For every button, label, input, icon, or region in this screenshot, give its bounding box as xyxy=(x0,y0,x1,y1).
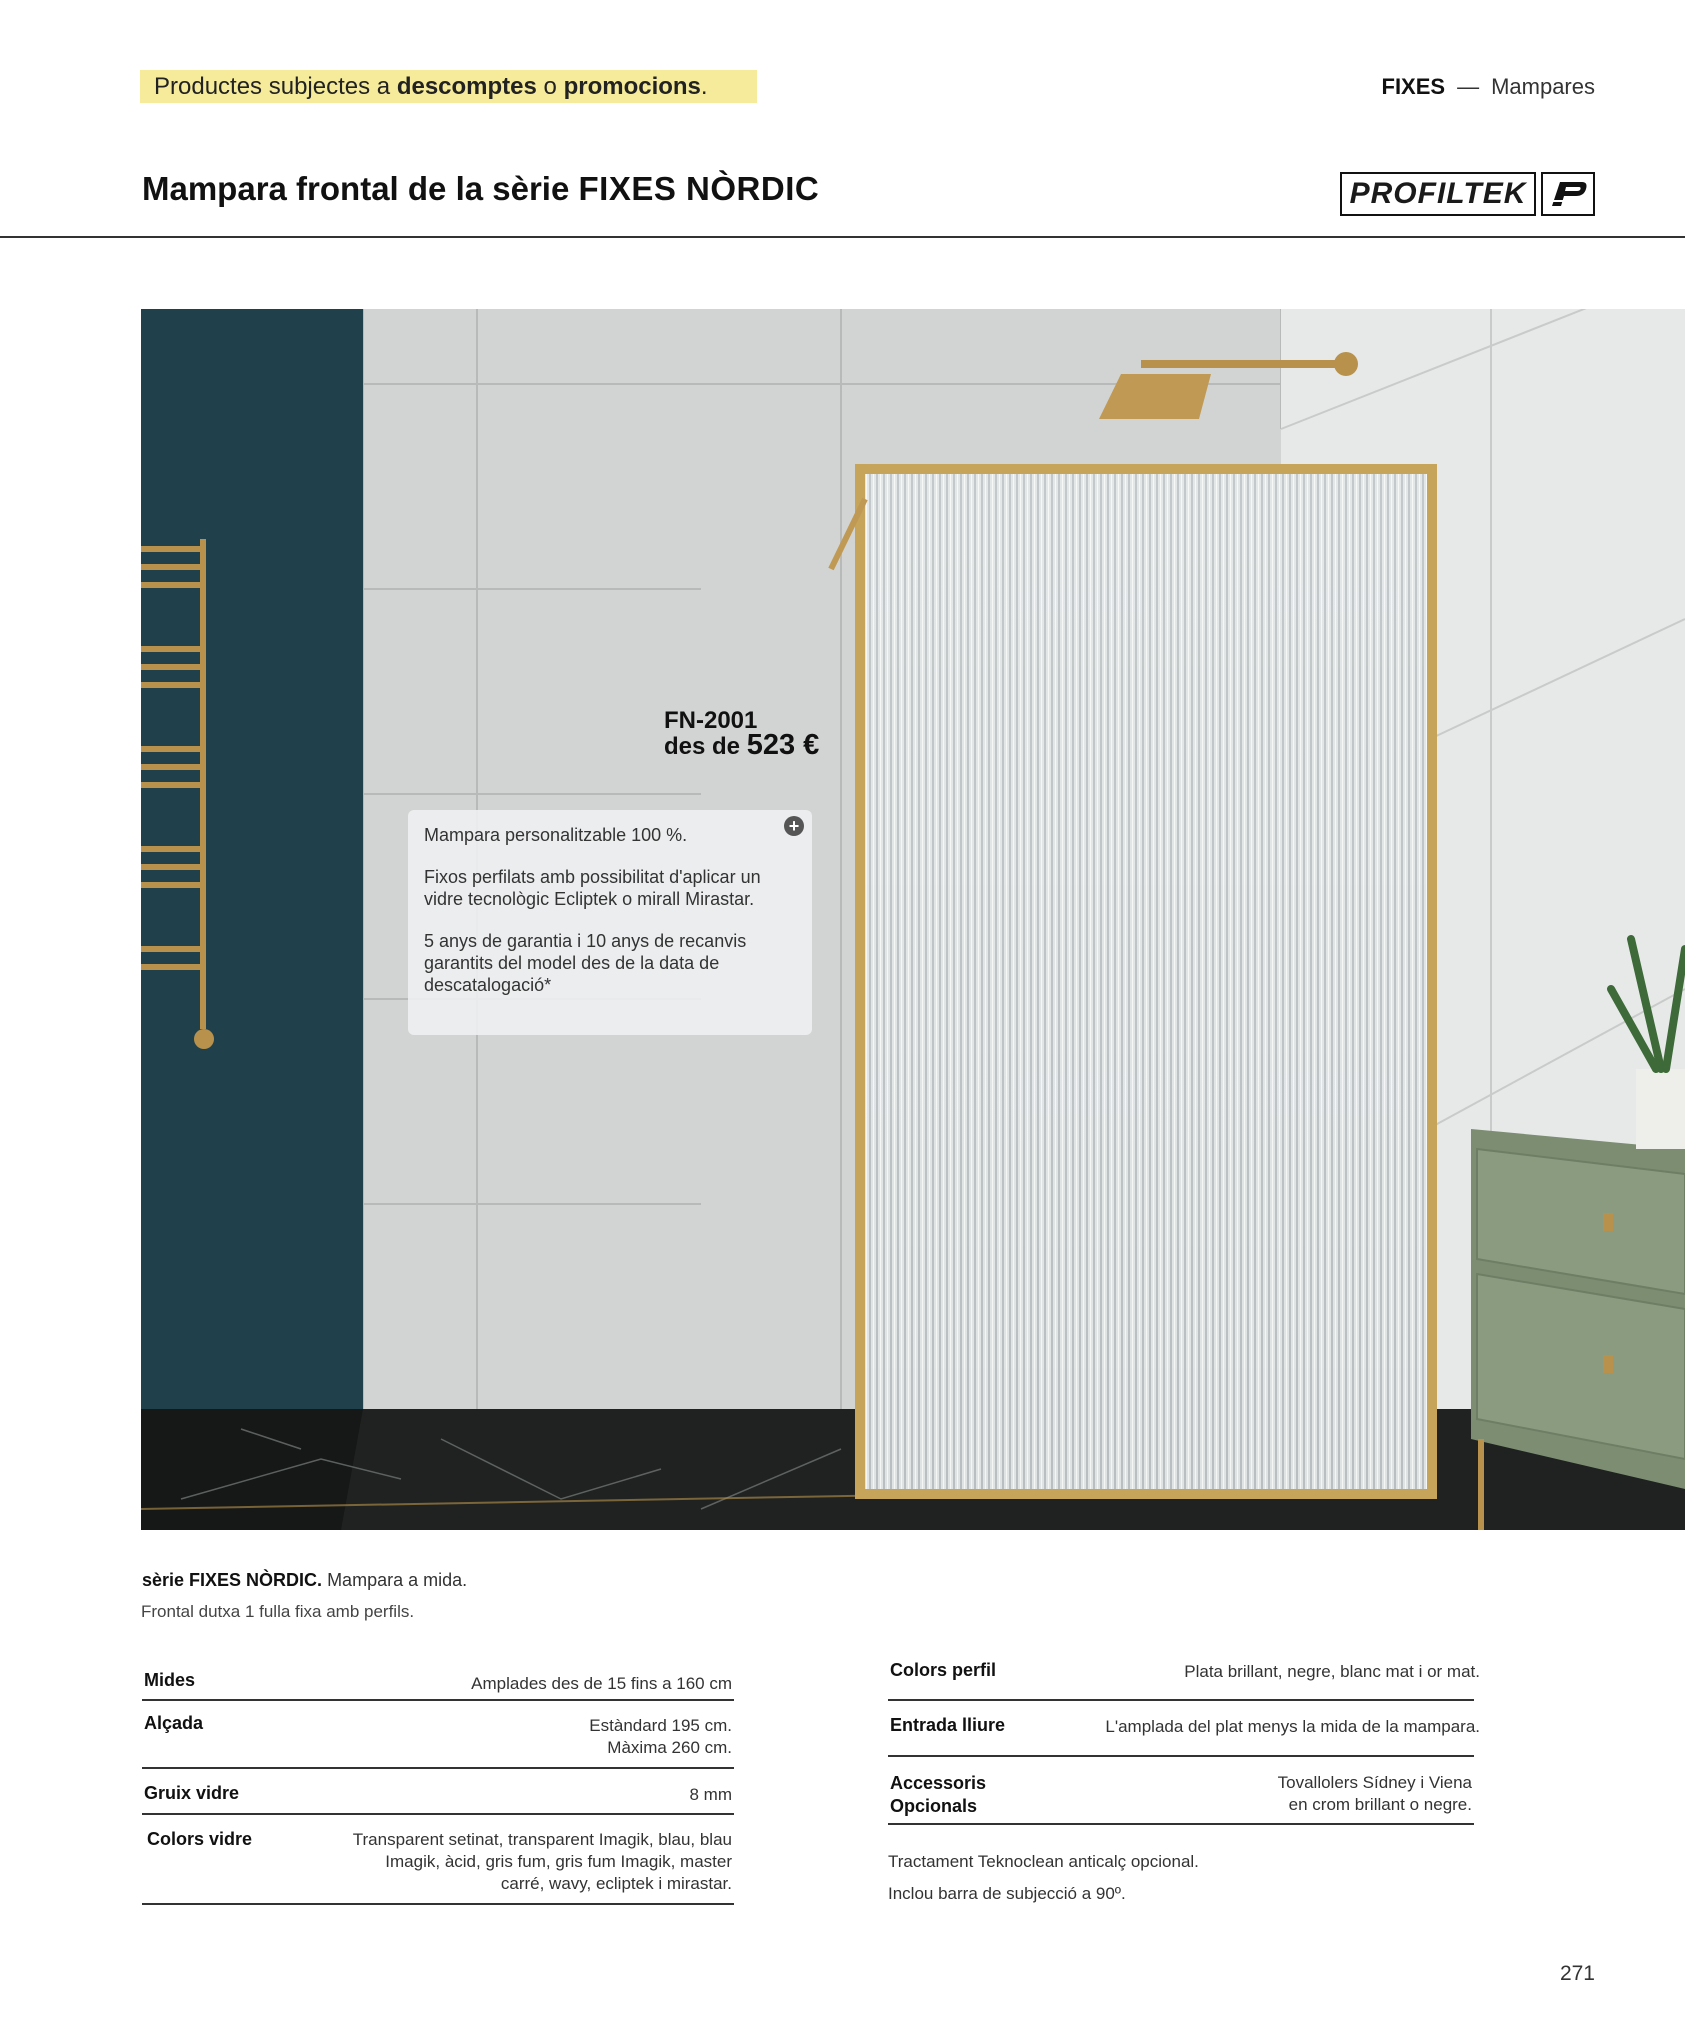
product-photo xyxy=(141,309,1685,1530)
promo-promotions: promocions xyxy=(563,73,701,100)
spec-key: Mides xyxy=(144,1670,196,1690)
caption-text: Mampara a mida. xyxy=(322,1570,468,1590)
price-prefix: des de xyxy=(664,733,747,760)
page-title xyxy=(142,170,819,208)
note-teknoclean: Tractament Teknoclean anticalç opcional. xyxy=(888,1852,1199,1871)
spec-row xyxy=(142,1668,734,1701)
breadcrumb xyxy=(1382,74,1596,100)
caption-line-1 xyxy=(142,1570,467,1591)
promo-or: o xyxy=(536,73,564,100)
breadcrumb-separator: — xyxy=(1457,74,1480,99)
spec-key: Colors perfil xyxy=(890,1660,997,1680)
page-number: 271 xyxy=(1559,1962,1595,1985)
feature-glass: Fixos perfilats amb possibilitat d'aplicar un vidre tecnològic Ecliptek o mirall Mirastar. xyxy=(424,867,761,909)
spec-row xyxy=(142,1769,734,1815)
promo-period: . xyxy=(700,73,708,100)
breadcrumb-page[interactable]: Mampares xyxy=(1491,74,1595,99)
spec-key: Colors vidre xyxy=(147,1829,253,1849)
caption-line-2: Frontal dutxa 1 fulla fixa amb perfils. xyxy=(141,1602,415,1621)
caption-series: FIXES NÒRDIC. xyxy=(189,1570,323,1590)
promo-banner xyxy=(140,70,757,103)
spec-key: Entrada lliure xyxy=(890,1715,1006,1735)
spec-table-right xyxy=(888,1656,1480,1825)
caption-prefix: sèrie xyxy=(142,1570,190,1590)
header-divider xyxy=(0,236,1685,238)
breadcrumb-section[interactable]: FIXES xyxy=(1381,74,1446,99)
spec-value: 8 mm xyxy=(689,1785,732,1804)
spec-value: Tovallolers Sídney i Viena en crom brillant o negre. xyxy=(1277,1773,1472,1814)
model-code: FN-2001 xyxy=(664,707,758,734)
brand-logo xyxy=(1340,172,1595,216)
spec-row xyxy=(888,1701,1480,1757)
spec-row xyxy=(142,1815,734,1905)
promo-discounts: descomptes xyxy=(396,73,537,100)
spec-key: Alçada xyxy=(144,1713,204,1733)
brand-p-icon xyxy=(1541,172,1595,216)
spec-row xyxy=(888,1757,1474,1825)
spec-row xyxy=(142,1701,734,1769)
spec-table-left xyxy=(142,1668,734,1905)
price-label xyxy=(664,709,819,759)
brand-wordmark: PROFILTEK xyxy=(1340,172,1536,216)
feature-customizable: Mampara personalitzable 100 %. xyxy=(424,825,688,845)
spec-value: Transparent setinat, transparent Imagik, blau, blau Imagik, àcid, gris fum, gris fum Imagik, master carré, wavy, ecliptek i mirastar. xyxy=(352,1830,732,1893)
spec-key: Accessoris Opcionals xyxy=(890,1773,987,1816)
feature-warranty: 5 anys de garantia i 10 anys de recanvis garantits del model des de la data de descatalogació* xyxy=(424,931,747,995)
spec-value: Amplades des de 15 fins a 160 cm xyxy=(471,1674,732,1693)
title-series: FIXES NÒRDIC xyxy=(578,170,820,207)
note-support-bar: Inclou barra de subjecció a 90º. xyxy=(888,1884,1126,1903)
expand-plus-icon[interactable]: + xyxy=(784,816,804,836)
spec-value: Plata brillant, negre, blanc mat i or mat. xyxy=(1184,1662,1480,1681)
spec-value: Estàndard 195 cm. Màxima 260 cm. xyxy=(589,1716,732,1757)
price-value: 523 € xyxy=(746,729,820,761)
title-prefix: Mampara frontal de la sèrie xyxy=(142,170,579,207)
promo-prefix: Productes subjectes a xyxy=(154,73,397,100)
spec-value: L'amplada del plat menys la mida de la mampara. xyxy=(1105,1717,1480,1736)
spec-key: Gruix vidre xyxy=(144,1783,240,1803)
feature-info-box xyxy=(408,810,812,1035)
spec-row xyxy=(888,1656,1480,1701)
